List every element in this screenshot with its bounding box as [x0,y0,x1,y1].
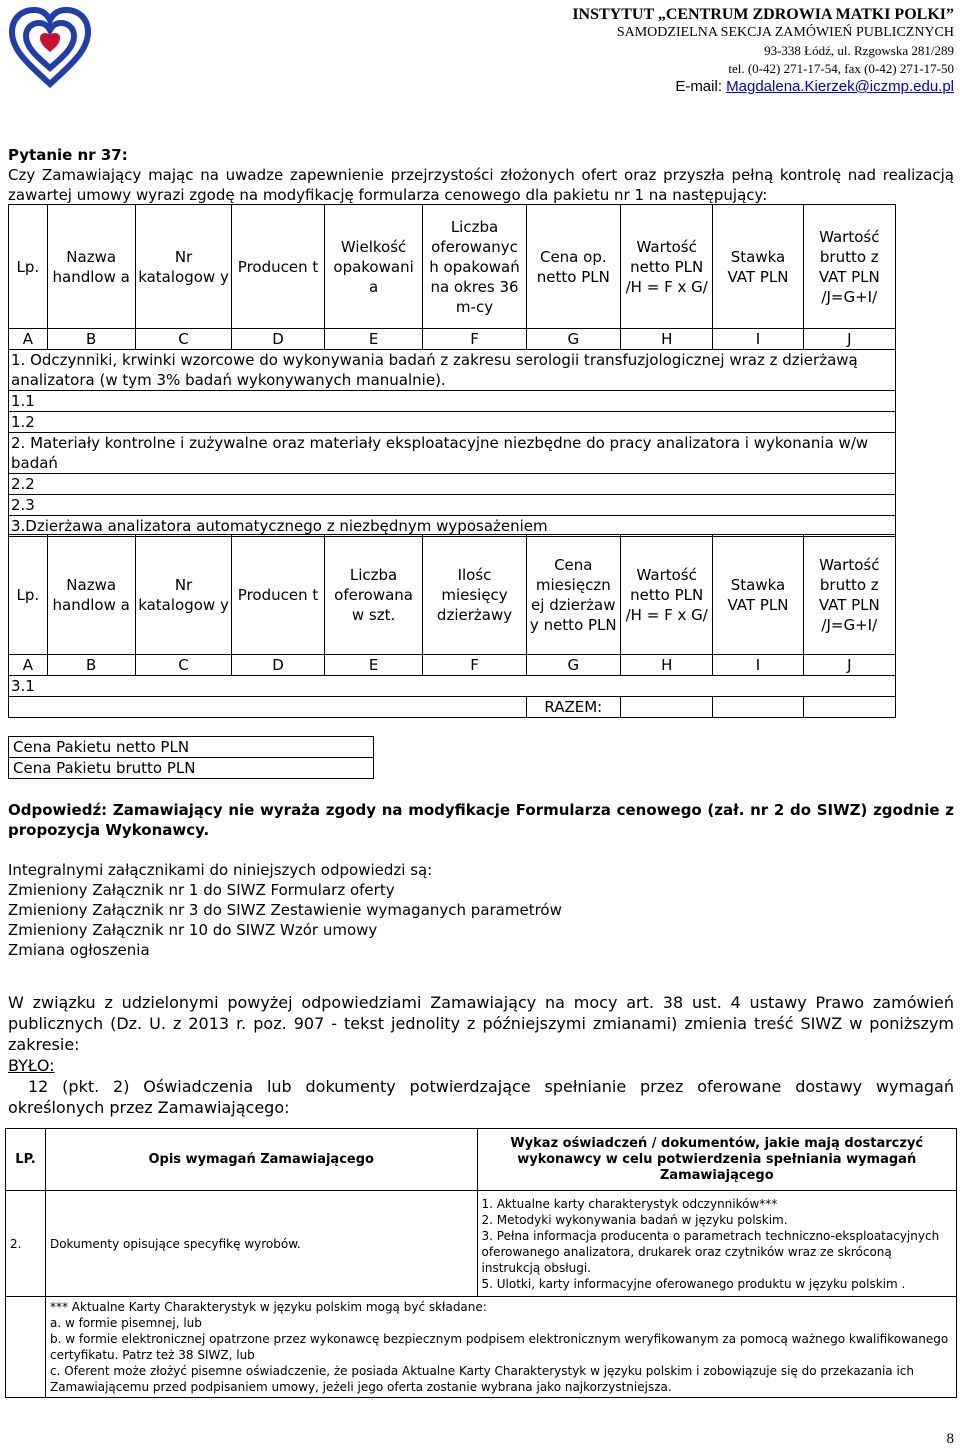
header-block [572,6,954,96]
package-gross-price: Cena Pakietu brutto PLN [9,758,374,779]
note-a: a. w formie pisemnej, lub [49,1316,202,1330]
table2-header-cell: Stawka VAT PLN [713,535,803,655]
note-title: *** Aktualne Karty Charakterystyk w języku polskim mogą być składane: [49,1300,487,1314]
letter-cell: B [47,329,135,350]
table-row [6,1191,957,1297]
letter-cell: I [713,655,803,676]
table1-header-cell: Nazwa handlow a [47,205,135,329]
col-wykaz: Wykaz oświadczeń / dokumentów, jakie mają dostarczyć wykonawcy w celu potwierdzenia spełniania wymagań Zamawiającego [477,1129,957,1191]
table2-header-cell: Ilośc miesięcy dzierżawy [423,535,526,655]
table1-header-cell: Wartość netto PLN /H = F x G/ [621,205,713,329]
list-item: Zmieniony Załącznik nr 3 do SIWZ Zestawienie wymaganych parametrów [8,901,562,919]
table1-header-cell: Liczba oferowanyc h opakowań na okres 36 m-cy [423,205,526,329]
letter-cell: H [621,329,713,350]
col-opis: Opis wymagań Zamawiającego [45,1129,477,1191]
row-wykaz [477,1191,957,1297]
letter-cell: C [135,655,232,676]
answer-text: Odpowiedź: Zamawiający nie wyraża zgody na modyfikacje Formularza cenowego (zał. nr 2 do SIWZ) zgodnie z propozycja Wykonawcy. [8,801,954,839]
section-row-1: 1. Odczynniki, krwinki wzorcowe do wykonywania badań z zakresu serologii transfuzjologicznej wraz z dzierżawą analizatora (w tym 3% badań wykonywanych manualnie). [9,350,896,391]
row-1-1: 1.1 [9,391,896,412]
letter-cell: J [803,655,895,676]
section-name: SAMODZIELNA SEKCJA ZAMÓWIEŃ PUBLICZNYCH [616,25,954,40]
email-line [572,78,954,96]
table-row [9,433,896,474]
phone: tel. (0-42) 271-17-54, fax (0-42) 271-17-50 [728,61,954,76]
heart-logo-icon [8,6,92,90]
table-row [9,350,896,391]
note-lp-cell [6,1297,46,1398]
attachments-block [8,860,562,960]
table1-header-cell: Lp. [9,205,48,329]
package-net-price: Cena Pakietu netto PLN [9,737,374,758]
letter-cell: F [423,655,526,676]
row-opis: Dokumenty opisujące specyfikę wyrobów. [45,1191,477,1297]
table2-header-row [9,535,896,655]
note-c: c. Oferent może złożyć pisemne oświadczenie, że posiada Aktualne Karty Charakterystyk w języku polskim i zobowiązuje się do przekazania ich Zamawiającemu przed podpisaniem umowy, jeżeli jego oferta zostanie wybrana jako najkorzystniejsza. [49,1364,915,1394]
institute-name: INSTYTUT „CENTRUM ZDROWIA MATKI POLKI” [572,6,954,23]
letter-cell: C [135,329,232,350]
table-row [9,697,896,718]
table1-header-cell: Wielkość opakowani a [324,205,423,329]
email-label: E-mail: [675,78,727,95]
table2-header-cell: Nr katalogow y [135,535,232,655]
total-label: RAZEM: [526,697,620,718]
letter-cell: E [324,655,423,676]
question-title: Pytanie nr 37: [8,146,128,164]
row-lp: 2. [6,1191,46,1297]
table-row [9,676,896,697]
table-row [9,495,896,516]
table2-header-cell: Lp. [9,535,48,655]
table1-header-cell: Nr katalogow y [135,205,232,329]
table-row [9,391,896,412]
table-row [9,412,896,433]
table1-letter-row [9,329,896,350]
table2-header-cell: Wartość brutto z VAT PLN /J=G+I/ [803,535,895,655]
email-link[interactable]: Magdalena.Kierzek@iczmp.edu.pl [726,78,954,95]
row-2-2: 2.2 [9,474,896,495]
table1-header-cell: Stawka VAT PLN [713,205,803,329]
table-row [9,758,374,779]
letter-cell: D [232,329,324,350]
letter-cell: B [47,655,135,676]
price-table-2 [8,534,896,718]
table2-header-cell: Producen t [232,535,324,655]
package-price-table [8,736,374,779]
list-item: 1. Aktualne karty charakterystyk odczynników*** [481,1196,778,1211]
change-block [8,992,954,1118]
table2-header-cell: Wartość netto PLN /H = F x G/ [621,535,713,655]
row-2-3: 2.3 [9,495,896,516]
page-number: 8 [946,1431,954,1447]
letter-cell: D [232,655,324,676]
letter-cell: A [9,329,48,350]
table4-header-row [6,1129,957,1191]
requirements-table [5,1128,957,1398]
list-item: 5. Ulotki, karty informacyjne oferowanego produktu w języku polskim . [481,1276,906,1291]
bylo-label: BYŁO: [8,1056,55,1075]
letter-cell: E [324,329,423,350]
list-item: 2. Metodyki wykonywania badań w języku polskim. [481,1212,788,1227]
change-text: W związku z udzielonymi powyżej odpowiedziami Zamawiający na mocy art. 38 ust. 4 ustawy Prawo zamówień publicznych (Dz. U. z 2013 r. poz. 907 - tekst jednolity z późniejszymi zmianami) zmienia treść SIWZ w poniższym zakresie: [8,993,954,1054]
row-1-2: 1.2 [9,412,896,433]
table-row [6,1297,957,1398]
letter-cell: J [803,329,895,350]
letter-cell: G [526,329,620,350]
list-item: 3. Pełna informacja producenta o parametrach techniczno-eksploatacyjnych oferowanego analizatora, drukarek oraz czytników wraz ze skróconą instrukcją obsługi. [481,1228,940,1275]
col-lp: LP. [6,1129,46,1191]
total-cell [803,697,895,718]
table1-header-cell: Producen t [232,205,324,329]
total-cell [713,697,803,718]
document-list [482,1196,953,1292]
list-item: Zmieniony Załącznik nr 10 do SIWZ Wzór umowy [8,921,378,939]
table-row [9,474,896,495]
table-row [9,737,374,758]
change-point: 12 (pkt. 2) Oświadczenia lub dokumenty potwierdzające spełnianie przez oferowane dostawy wymagań określonych przez Zamawiającego: [8,1077,954,1117]
section-row-2: 2. Materiały kontrolne i zużywalne oraz materiały eksploatacyjne niezbędne do pracy analizatora i wykonania w/w badań [9,433,896,474]
table1-header-cell: Cena op. netto PLN [526,205,620,329]
address: 93-338 Łódź, ul. Rzgowska 281/289 [764,43,954,58]
table1-header-row [9,205,896,329]
note-b: b. w formie elektronicznej opatrzone przez wykonawcę bezpiecznym podpisem elektronicznym weryfikowanym za pomocą ważnego kwalifikowanego certyfikatu. Patrz też 38 SIWZ, lub [49,1332,949,1362]
section-row-3: 3.Dzierżawa analizatora automatycznego z niezbędnym wyposażeniem [9,516,896,537]
letter-cell: G [526,655,620,676]
letter-cell: H [621,655,713,676]
letter-cell: F [423,329,526,350]
note-cell [45,1297,956,1398]
table2-header-cell: Liczba oferowana w szt. [324,535,423,655]
table1-header-cell: Wartość brutto z VAT PLN /J=G+I/ [803,205,895,329]
table2-header-cell: Nazwa handlow a [47,535,135,655]
list-item: Zmieniony Załącznik nr 1 do SIWZ Formularz oferty [8,881,395,899]
letter-cell: A [9,655,48,676]
price-table-1 [8,204,896,537]
question-text: Czy Zamawiający mając na uwadze zapewnienie przejrzystości złożonych ofert oraz przyszła pełną kontrolę nad realizacją zawartej umowy wyrazi zgodę na modyfikację formularza cenowego dla pakietu nr 1 na następujący: [8,166,954,204]
row-3-1: 3.1 [9,676,896,697]
list-item: Zmiana ogłoszenia [8,941,150,959]
table2-letter-row [9,655,896,676]
total-cell [621,697,713,718]
letter-cell: I [713,329,803,350]
attachments-intro: Integralnymi załącznikami do niniejszych odpowiedzi są: [8,861,433,879]
table2-header-cell: Cena miesięczn ej dzierżaw y netto PLN [526,535,620,655]
empty-cell [9,697,527,718]
